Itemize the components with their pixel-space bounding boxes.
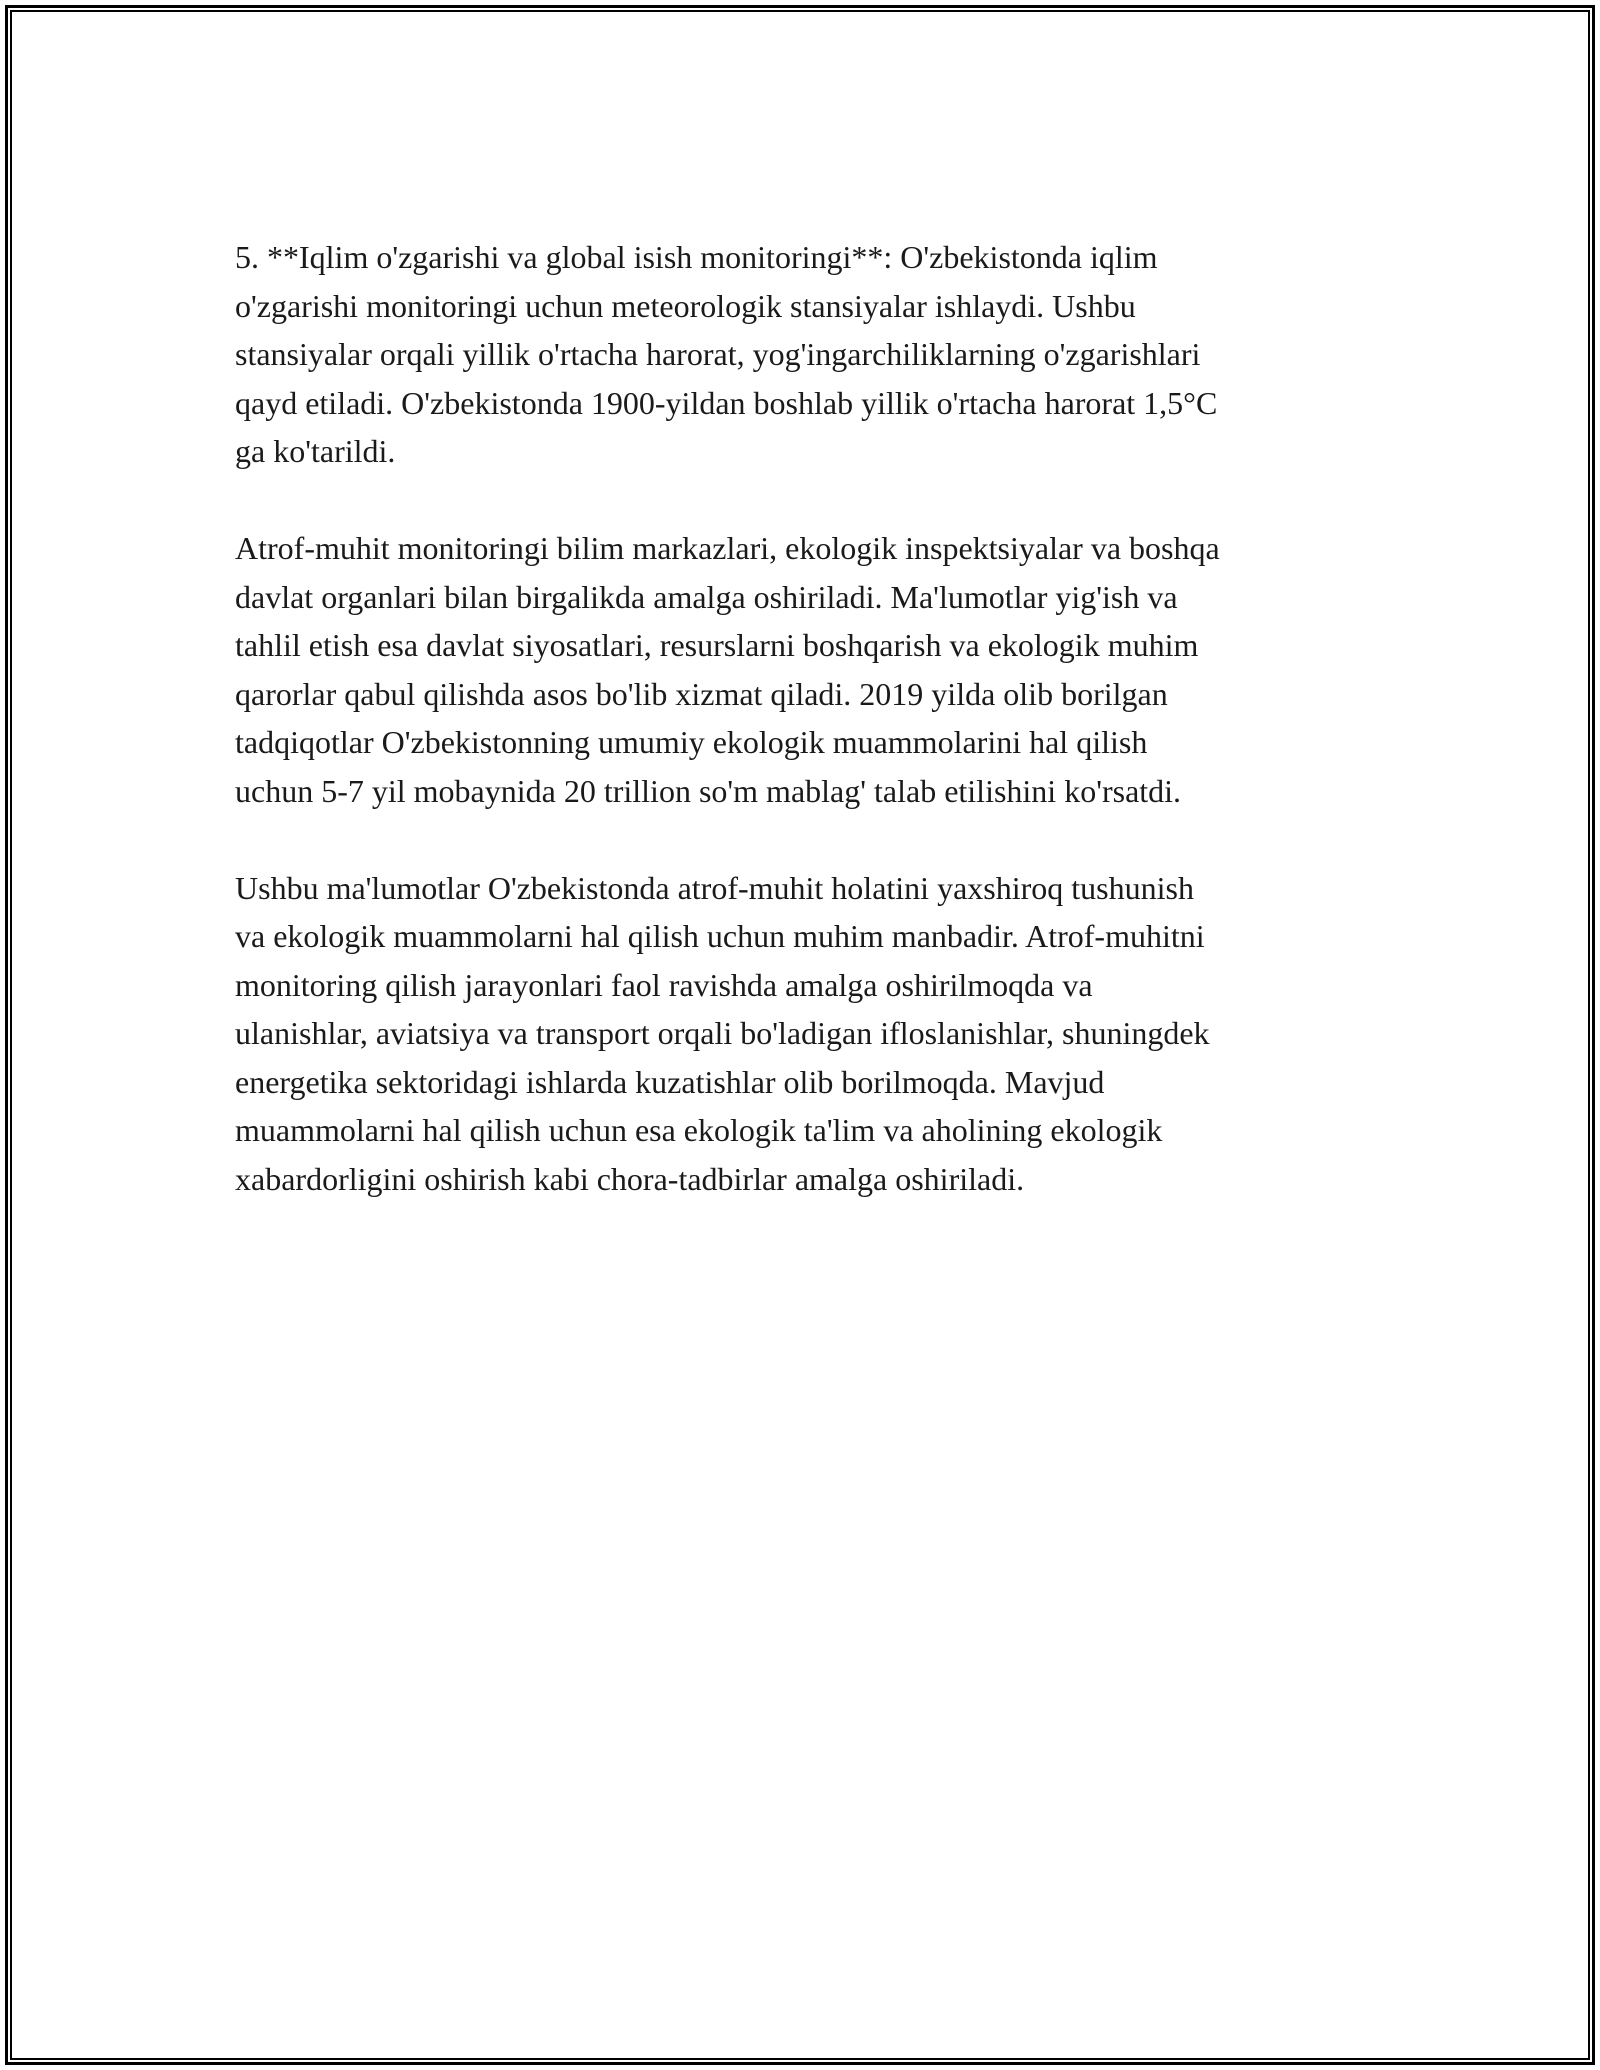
document-body <box>235 233 1375 1252</box>
paragraph-conclusion: Ushbu ma'lumotlar O'zbekistonda atrof-muhit holatini yaxshiroq tushunish va ekologik muammolarni hal qilish uchun muhim manbadir. Atrof-muhitni monitoring qilish jarayonlari faol ravishda amalga oshirilmoqda va ulanishlar, aviatsiya va transport orqali bo'ladigan ifloslanishlar, shuningdek energetika sektoridagi ishlarda kuzatishlar olib borilmoqda. Mavjud muammolarni hal qilish uchun esa ekologik ta'lim va aholining ekologik xabardorligini oshirish kabi chora-tadbirlar amalga oshiriladi. <box>235 869 1210 1197</box>
paragraph-climate-monitoring: 5. **Iqlim o'zgarishi va global isish monitoringi**: O'zbekistonda iqlim o'zgarishi monitoringi uchun meteorologik stansiyalar ishlaydi. Ushbu stansiyalar orqali yillik o'rtacha harorat, yog'ingarchiliklarning o'zgarishlari qayd etiladi. O'zbekistonda 1900-yildan boshlab yillik o'rtacha harorat 1,5°C ga ko'tarildi. <box>235 239 1218 469</box>
paragraph-monitoring-institutions: Atrof-muhit monitoringi bilim markazlari, ekologik inspektsiyalar va boshqa davlat organlari bilan birgalikda amalga oshiriladi. Ma'lumotlar yig'ish va tahlil etish esa davlat siyosatlari, resurslarni boshqarish va ekologik muhim qarorlar qabul qilishda asos bo'lib xizmat qiladi. 2019 yilda olib borilgan tadqiqotlar O'zbekistonning umumiy ekologik muammolarini hal qilish uchun 5-7 yil mobaynida 20 trillion so'm mablag' talab etilishini ko'rsatdi. <box>235 530 1220 809</box>
